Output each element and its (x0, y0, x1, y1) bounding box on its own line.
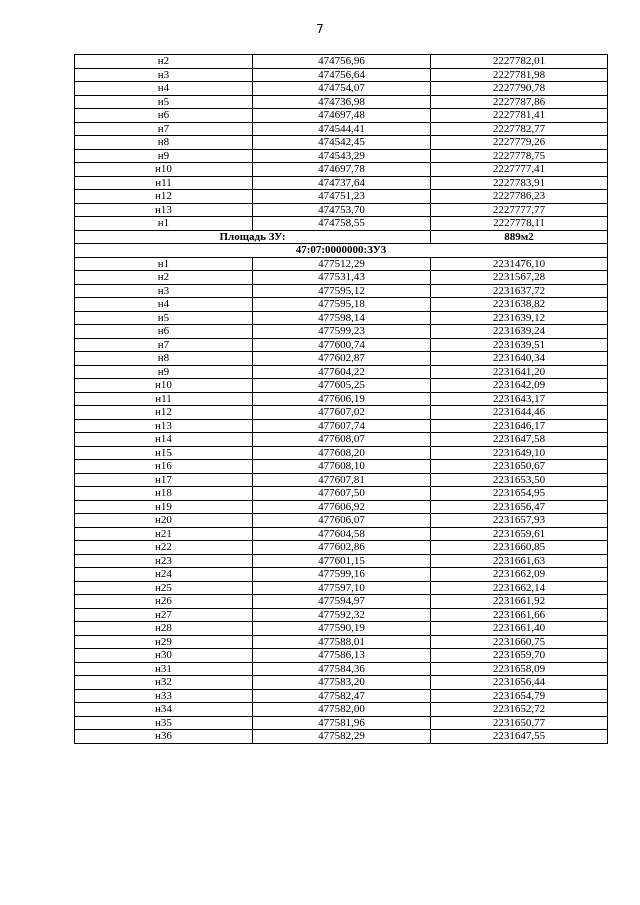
coord-y: 2227779,26 (431, 136, 608, 150)
coord-x: 474754,07 (253, 82, 431, 96)
coord-x: 477592,32 (253, 608, 431, 622)
coord-y: 2227778,75 (431, 149, 608, 163)
coord-x: 477597,10 (253, 581, 431, 595)
coord-y: 2231642,09 (431, 379, 608, 393)
coord-y: 2231661,92 (431, 595, 608, 609)
page-number: 7 (316, 22, 324, 36)
coord-y: 2231661,66 (431, 608, 608, 622)
coord-y: 2227787,86 (431, 95, 608, 109)
coord-y: 2231643,17 (431, 392, 608, 406)
point-id: н2 (75, 55, 253, 69)
table-row (75, 581, 608, 595)
block1-summary (75, 230, 608, 257)
point-id: н4 (75, 82, 253, 96)
coord-y: 2227786,23 (431, 190, 608, 204)
table-row (75, 595, 608, 609)
table-row (75, 446, 608, 460)
point-id: н1 (75, 217, 253, 231)
coord-y: 2227790,78 (431, 82, 608, 96)
coord-y: 2231647,58 (431, 433, 608, 447)
coord-y: 2231660,75 (431, 635, 608, 649)
table-row (75, 500, 608, 514)
table-row (75, 352, 608, 366)
point-id: н11 (75, 176, 253, 190)
coord-x: 477606,92 (253, 500, 431, 514)
cadastral-header-row (75, 244, 608, 258)
coord-x: 477607,74 (253, 419, 431, 433)
point-id: н1 (75, 257, 253, 271)
point-id: н3 (75, 68, 253, 82)
coord-x: 477607,50 (253, 487, 431, 501)
coord-x: 477586,13 (253, 649, 431, 663)
table-row (75, 649, 608, 663)
coord-y: 2231641,20 (431, 365, 608, 379)
point-id: н24 (75, 568, 253, 582)
table-row (75, 136, 608, 150)
coord-y: 2231639,24 (431, 325, 608, 339)
coord-y: 2231652,72 (431, 703, 608, 717)
coord-x: 477588,01 (253, 635, 431, 649)
coord-x: 474751,23 (253, 190, 431, 204)
coord-x: 477602,86 (253, 541, 431, 555)
coord-x: 477599,16 (253, 568, 431, 582)
table-row (75, 203, 608, 217)
point-id: н4 (75, 298, 253, 312)
table-row (75, 635, 608, 649)
coord-y: 2231647,55 (431, 730, 608, 744)
table-row (75, 527, 608, 541)
coord-x: 474758,55 (253, 217, 431, 231)
coord-y: 2231659,70 (431, 649, 608, 663)
coord-y: 2231640,34 (431, 352, 608, 366)
coord-x: 477582,47 (253, 689, 431, 703)
coord-y: 2231646,17 (431, 419, 608, 433)
coord-x: 477582,00 (253, 703, 431, 717)
point-id: н7 (75, 338, 253, 352)
point-id: н19 (75, 500, 253, 514)
point-id: н13 (75, 419, 253, 433)
table-row (75, 325, 608, 339)
area-label: Площадь ЗУ: (75, 230, 431, 244)
coord-x: 477604,58 (253, 527, 431, 541)
coord-x: 474544,41 (253, 122, 431, 136)
table-row (75, 190, 608, 204)
point-id: н5 (75, 311, 253, 325)
point-id: н31 (75, 662, 253, 676)
point-id: н10 (75, 163, 253, 177)
table-row (75, 622, 608, 636)
table-row (75, 541, 608, 555)
point-id: н22 (75, 541, 253, 555)
coord-x: 477581,96 (253, 716, 431, 730)
area-value: 889м2 (431, 230, 608, 244)
point-id: н23 (75, 554, 253, 568)
coord-x: 477605,25 (253, 379, 431, 393)
coord-y: 2231567,28 (431, 271, 608, 285)
table-row (75, 689, 608, 703)
coord-x: 474737,64 (253, 176, 431, 190)
coord-y: 2231661,63 (431, 554, 608, 568)
block2-rows (75, 257, 608, 743)
table-row (75, 338, 608, 352)
table-row (75, 95, 608, 109)
point-id: н8 (75, 352, 253, 366)
coord-y: 2231638,82 (431, 298, 608, 312)
coord-y: 2231662,14 (431, 581, 608, 595)
table-row (75, 217, 608, 231)
coord-x: 477606,07 (253, 514, 431, 528)
coord-x: 477595,12 (253, 284, 431, 298)
coord-y: 2227777,41 (431, 163, 608, 177)
coord-x: 474697,48 (253, 109, 431, 123)
area-row (75, 230, 608, 244)
coord-y: 2231661,40 (431, 622, 608, 636)
coord-x: 477584,36 (253, 662, 431, 676)
table-row (75, 406, 608, 420)
table-row (75, 68, 608, 82)
point-id: н5 (75, 95, 253, 109)
table-row (75, 176, 608, 190)
point-id: н28 (75, 622, 253, 636)
coord-x: 474756,64 (253, 68, 431, 82)
table-row (75, 730, 608, 744)
coord-y: 2231639,12 (431, 311, 608, 325)
point-id: н20 (75, 514, 253, 528)
table-row (75, 487, 608, 501)
point-id: н36 (75, 730, 253, 744)
point-id: н2 (75, 271, 253, 285)
table-row (75, 82, 608, 96)
coord-y: 2231476,10 (431, 257, 608, 271)
table-row (75, 109, 608, 123)
coord-y: 2231654,95 (431, 487, 608, 501)
table-row (75, 676, 608, 690)
table-row (75, 271, 608, 285)
point-id: н11 (75, 392, 253, 406)
coord-x: 474697,78 (253, 163, 431, 177)
point-id: н16 (75, 460, 253, 474)
coord-y: 2231662,09 (431, 568, 608, 582)
coord-x: 477601,15 (253, 554, 431, 568)
coord-x: 477608,07 (253, 433, 431, 447)
coord-y: 2231637,72 (431, 284, 608, 298)
coord-y: 2227783,91 (431, 176, 608, 190)
point-id: н34 (75, 703, 253, 717)
coord-y: 2227782,77 (431, 122, 608, 136)
coord-x: 474753,70 (253, 203, 431, 217)
table-row (75, 163, 608, 177)
coord-x: 477607,81 (253, 473, 431, 487)
point-id: н18 (75, 487, 253, 501)
coord-y: 2231649,10 (431, 446, 608, 460)
table-row (75, 568, 608, 582)
coord-x: 477595,18 (253, 298, 431, 312)
coord-y: 2231656,44 (431, 676, 608, 690)
table-row (75, 433, 608, 447)
coord-x: 474543,29 (253, 149, 431, 163)
point-id: н14 (75, 433, 253, 447)
coord-y: 2231644,46 (431, 406, 608, 420)
coord-x: 474736,98 (253, 95, 431, 109)
coord-y: 2227781,41 (431, 109, 608, 123)
coord-x: 474542,45 (253, 136, 431, 150)
table-row (75, 149, 608, 163)
coord-x: 477608,20 (253, 446, 431, 460)
coord-y: 2231650,77 (431, 716, 608, 730)
table-row (75, 662, 608, 676)
coord-y: 2227778,11 (431, 217, 608, 231)
coord-x: 477600,74 (253, 338, 431, 352)
table-row (75, 514, 608, 528)
table-row (75, 311, 608, 325)
point-id: н6 (75, 325, 253, 339)
coord-x: 477583,20 (253, 676, 431, 690)
point-id: н9 (75, 149, 253, 163)
coord-y: 2231654,79 (431, 689, 608, 703)
coordinates-table (74, 54, 608, 744)
point-id: н15 (75, 446, 253, 460)
coord-y: 2227777,77 (431, 203, 608, 217)
table-row (75, 716, 608, 730)
point-id: н9 (75, 365, 253, 379)
table-row (75, 473, 608, 487)
coord-x: 477594,97 (253, 595, 431, 609)
table-row (75, 257, 608, 271)
point-id: н29 (75, 635, 253, 649)
table-row (75, 379, 608, 393)
point-id: н33 (75, 689, 253, 703)
coord-y: 2231657,93 (431, 514, 608, 528)
point-id: н8 (75, 136, 253, 150)
coord-x: 477599,23 (253, 325, 431, 339)
coord-y: 2227782,01 (431, 55, 608, 69)
coord-y: 2231653,50 (431, 473, 608, 487)
point-id: н3 (75, 284, 253, 298)
table-row (75, 284, 608, 298)
table-row (75, 703, 608, 717)
block1-rows (75, 55, 608, 231)
table-row (75, 392, 608, 406)
coord-y: 2231660,85 (431, 541, 608, 555)
point-id: н27 (75, 608, 253, 622)
coord-y: 2231658,09 (431, 662, 608, 676)
coord-x: 477598,14 (253, 311, 431, 325)
point-id: н6 (75, 109, 253, 123)
coord-y: 2231656,47 (431, 500, 608, 514)
point-id: н12 (75, 190, 253, 204)
coord-x: 477604,22 (253, 365, 431, 379)
coord-x: 477590,19 (253, 622, 431, 636)
table-row (75, 298, 608, 312)
point-id: н17 (75, 473, 253, 487)
table-row (75, 460, 608, 474)
coord-x: 477607,02 (253, 406, 431, 420)
table-row (75, 419, 608, 433)
point-id: н21 (75, 527, 253, 541)
point-id: н26 (75, 595, 253, 609)
table-row (75, 608, 608, 622)
point-id: н12 (75, 406, 253, 420)
point-id: н7 (75, 122, 253, 136)
coord-x: 477602,87 (253, 352, 431, 366)
coord-x: 474756,96 (253, 55, 431, 69)
coord-y: 2227781,98 (431, 68, 608, 82)
table-row (75, 554, 608, 568)
point-id: н10 (75, 379, 253, 393)
point-id: н32 (75, 676, 253, 690)
coord-x: 477606,19 (253, 392, 431, 406)
coord-x: 477531,43 (253, 271, 431, 285)
coord-x: 477608,10 (253, 460, 431, 474)
point-id: н30 (75, 649, 253, 663)
coord-y: 2231639,51 (431, 338, 608, 352)
point-id: н13 (75, 203, 253, 217)
table-row (75, 55, 608, 69)
point-id: н35 (75, 716, 253, 730)
cadastral-header: 47:07:0000000:ЗУ3 (75, 244, 608, 258)
coord-y: 2231650,67 (431, 460, 608, 474)
table-row (75, 365, 608, 379)
table-row (75, 122, 608, 136)
point-id: н25 (75, 581, 253, 595)
coord-x: 477582,29 (253, 730, 431, 744)
coord-x: 477512,29 (253, 257, 431, 271)
coord-y: 2231659,61 (431, 527, 608, 541)
